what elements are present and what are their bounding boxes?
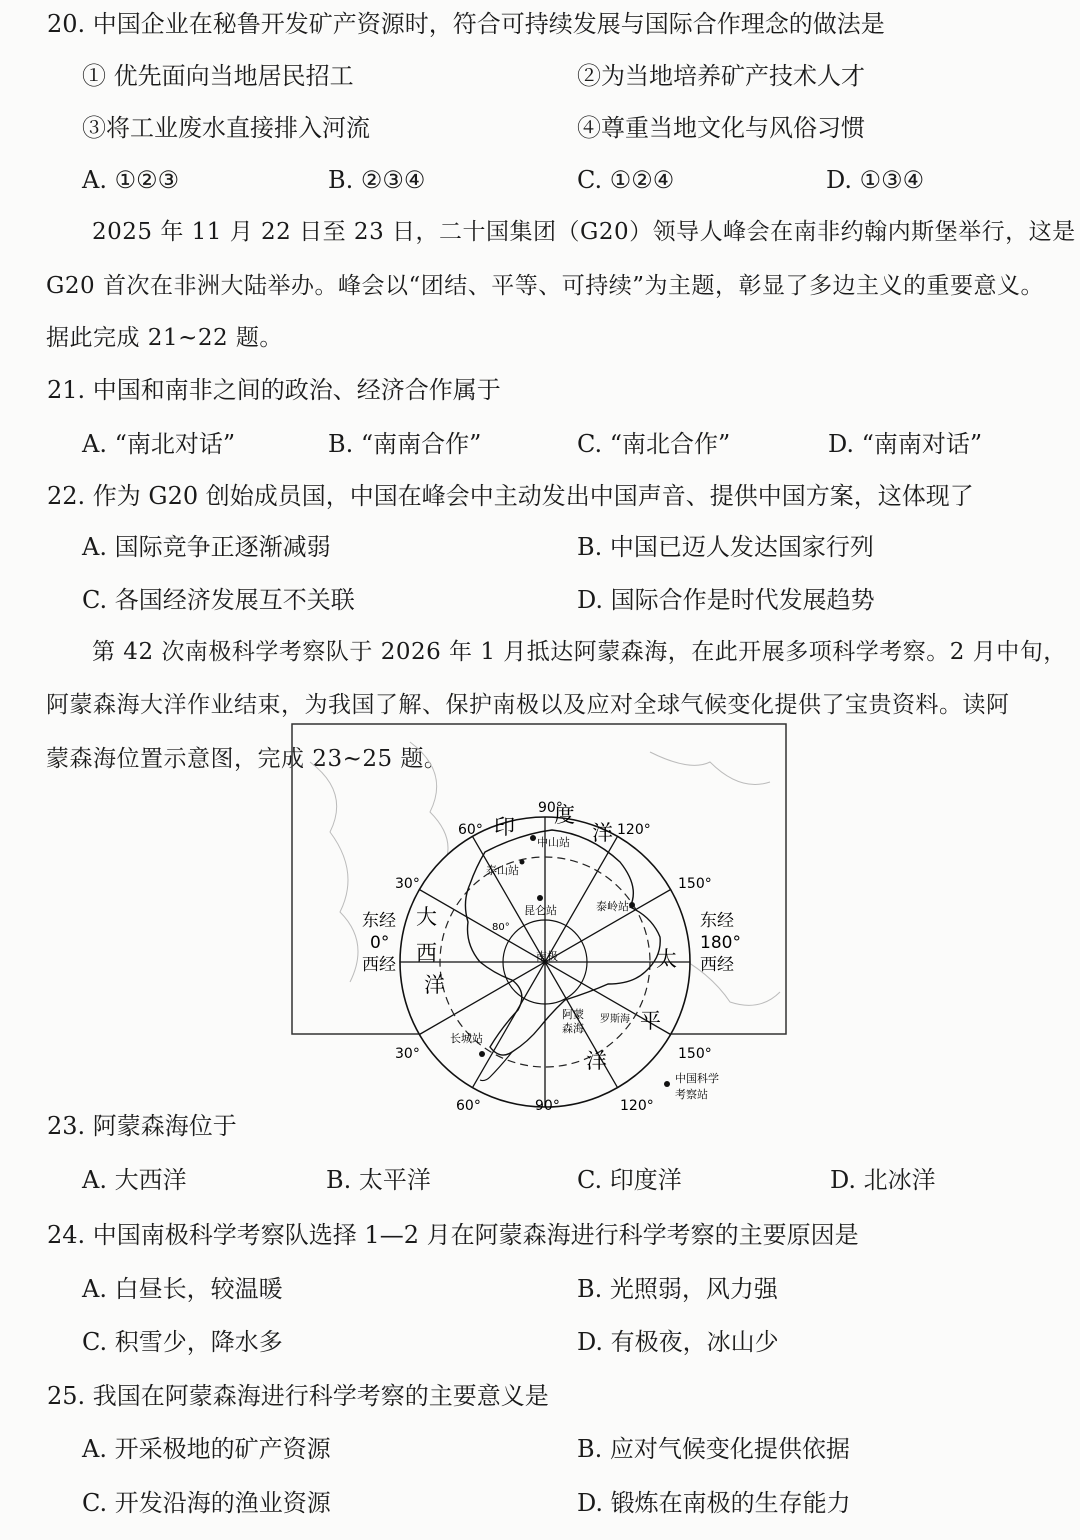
degree-120-bottom-right: 120° — [620, 1098, 654, 1114]
legend-text-1: 中国科学 — [675, 1072, 719, 1085]
degree-120-top-right: 120° — [617, 822, 651, 838]
passage2-line-1: 第 42 次南极科学考察队于 2026 年 1 月抵达阿蒙森海，在此开展多项科学考察。2 月中旬， — [92, 639, 1067, 665]
degree-60-bottom-left: 60° — [456, 1098, 481, 1114]
q20-item-1: ① 优先面向当地居民招工 — [82, 62, 354, 90]
q20-option-c[interactable]: C. ①②④ — [577, 166, 675, 194]
right-label-180: 180° — [700, 933, 741, 953]
q21-option-c[interactable]: C. “南北合作” — [577, 430, 731, 458]
q24-stem: 24. 中国南极科学考察队选择 1—2 月在阿蒙森海进行科学考察的主要原因是 — [47, 1221, 859, 1249]
q22-option-c[interactable]: C. 各国经济发展互不关联 — [82, 586, 355, 614]
degree-150-right: 150° — [678, 876, 712, 892]
q20-item-4: ④尊重当地文化与风俗习惯 — [577, 114, 865, 142]
amundsen-sea-label-1: 阿蒙 — [562, 1008, 584, 1021]
degree-150-bottom-right: 150° — [678, 1046, 712, 1062]
latitude-80-label: 80° — [492, 922, 510, 933]
ocean-char-ping: 平 — [640, 1009, 661, 1033]
q23-stem: 23. 阿蒙森海位于 — [47, 1112, 237, 1140]
region-label: 罗斯海 — [600, 1014, 630, 1025]
degree-30-bottom-left: 30° — [395, 1046, 420, 1062]
svg-text:长城站: 长城站 — [450, 1032, 483, 1045]
left-label-west: 西经 — [362, 955, 396, 975]
degree-90-top: 90° — [538, 800, 563, 816]
ocean-char-yin: 印 — [494, 815, 515, 839]
svg-text:泰岭站: 泰岭站 — [596, 900, 629, 913]
q25-option-b[interactable]: B. 应对气候变化提供依据 — [577, 1435, 850, 1463]
q20-option-a[interactable]: A. ①②③ — [82, 166, 180, 194]
q23-option-c[interactable]: C. 印度洋 — [577, 1166, 682, 1194]
ocean-char-yang2: 洋 — [424, 973, 445, 997]
right-label-west: 西经 — [700, 955, 734, 975]
q23-option-a[interactable]: A. 大西洋 — [82, 1166, 187, 1194]
q23-option-b[interactable]: B. 太平洋 — [326, 1166, 431, 1194]
degree-30-left: 30° — [395, 876, 420, 892]
q23-option-d[interactable]: D. 北冰洋 — [830, 1166, 936, 1194]
q24-option-a[interactable]: A. 白昼长，较温暖 — [82, 1275, 283, 1303]
svg-text:昆仑站: 昆仑站 — [524, 904, 557, 917]
q24-option-b[interactable]: B. 光照弱，风力强 — [577, 1275, 778, 1303]
legend-dot — [664, 1081, 670, 1087]
q22-stem: 22. 作为 G20 创始成员国，中国在峰会中主动发出中国声音、提供中国方案，这体现了 — [47, 482, 974, 510]
ocean-char-du: 度 — [554, 803, 575, 827]
q25-stem: 25. 我国在阿蒙森海进行科学考察的主要意义是 — [47, 1382, 549, 1410]
q21-stem: 21. 中国和南非之间的政治、经济合作属于 — [47, 376, 501, 404]
q22-option-b[interactable]: B. 中国已迈人发达国家行列 — [577, 533, 874, 561]
q25-option-d[interactable]: D. 锻炼在南极的生存能力 — [577, 1489, 851, 1517]
legend-text-2: 考察站 — [675, 1088, 708, 1101]
q25-option-a[interactable]: A. 开采极地的矿产资源 — [82, 1435, 331, 1463]
q21-option-d[interactable]: D. “南南对话” — [828, 430, 983, 458]
q21-option-b[interactable]: B. “南南合作” — [328, 430, 482, 458]
ocean-char-yang3: 洋 — [586, 1049, 607, 1073]
passage2-line-3: 蒙森海位置示意图，完成 23~25 题。 — [46, 746, 448, 772]
q20-item-3: ③将工业废水直接排入河流 — [82, 114, 370, 142]
q24-option-c[interactable]: C. 积雪少，降水多 — [82, 1328, 283, 1356]
passage1-line-2: G20 首次在非洲大陆举办。峰会以“团结、平等、可持续”为主题，彰显了多边主义的重要意义。 — [46, 273, 1044, 299]
passage2-line-2: 阿蒙森海大洋作业结束，为我国了解、保护南极以及应对全球气候变化提供了宝贵资料。读阿 — [46, 692, 1010, 718]
ocean-char-da: 大 — [416, 905, 437, 929]
left-label-east: 东经 — [362, 911, 396, 931]
q20-option-d[interactable]: D. ①③④ — [826, 166, 925, 194]
degree-90-bottom: 90° — [535, 1098, 560, 1114]
q20-stem: 20. 中国企业在秘鲁开发矿产资源时，符合可持续发展与国际合作理念的做法是 — [47, 10, 885, 38]
svg-text:泰山站: 泰山站 — [486, 864, 519, 877]
q21-option-a[interactable]: A. “南北对话” — [82, 430, 236, 458]
south-pole-label: 南极 — [536, 950, 558, 963]
amundsen-sea-map — [290, 722, 790, 1117]
degree-60-top-left: 60° — [458, 822, 483, 838]
q22-option-a[interactable]: A. 国际竞争正逐渐减弱 — [82, 533, 331, 561]
q20-item-2: ②为当地培养矿产技术人才 — [577, 62, 865, 90]
q25-option-c[interactable]: C. 开发沿海的渔业资源 — [82, 1489, 331, 1517]
ocean-char-xi: 西 — [416, 941, 437, 965]
q22-option-d[interactable]: D. 国际合作是时代发展趋势 — [577, 586, 875, 614]
amundsen-sea-label-2: 森海 — [562, 1022, 584, 1035]
left-label-0: 0° — [370, 933, 390, 953]
q20-option-b[interactable]: B. ②③④ — [328, 166, 426, 194]
ocean-char-tai: 太 — [656, 947, 677, 971]
q24-option-d[interactable]: D. 有极夜，冰山少 — [577, 1328, 779, 1356]
passage1-line-3: 据此完成 21~22 题。 — [46, 325, 283, 351]
passage1-line-1: 2025 年 11 月 22 日至 23 日，二十国集团（G20）领导人峰会在南非约翰内斯堡举行，这是 — [92, 219, 1076, 245]
right-label-east: 东经 — [700, 911, 734, 931]
ocean-char-yang1: 洋 — [592, 821, 613, 845]
svg-text:中山站: 中山站 — [537, 836, 570, 849]
